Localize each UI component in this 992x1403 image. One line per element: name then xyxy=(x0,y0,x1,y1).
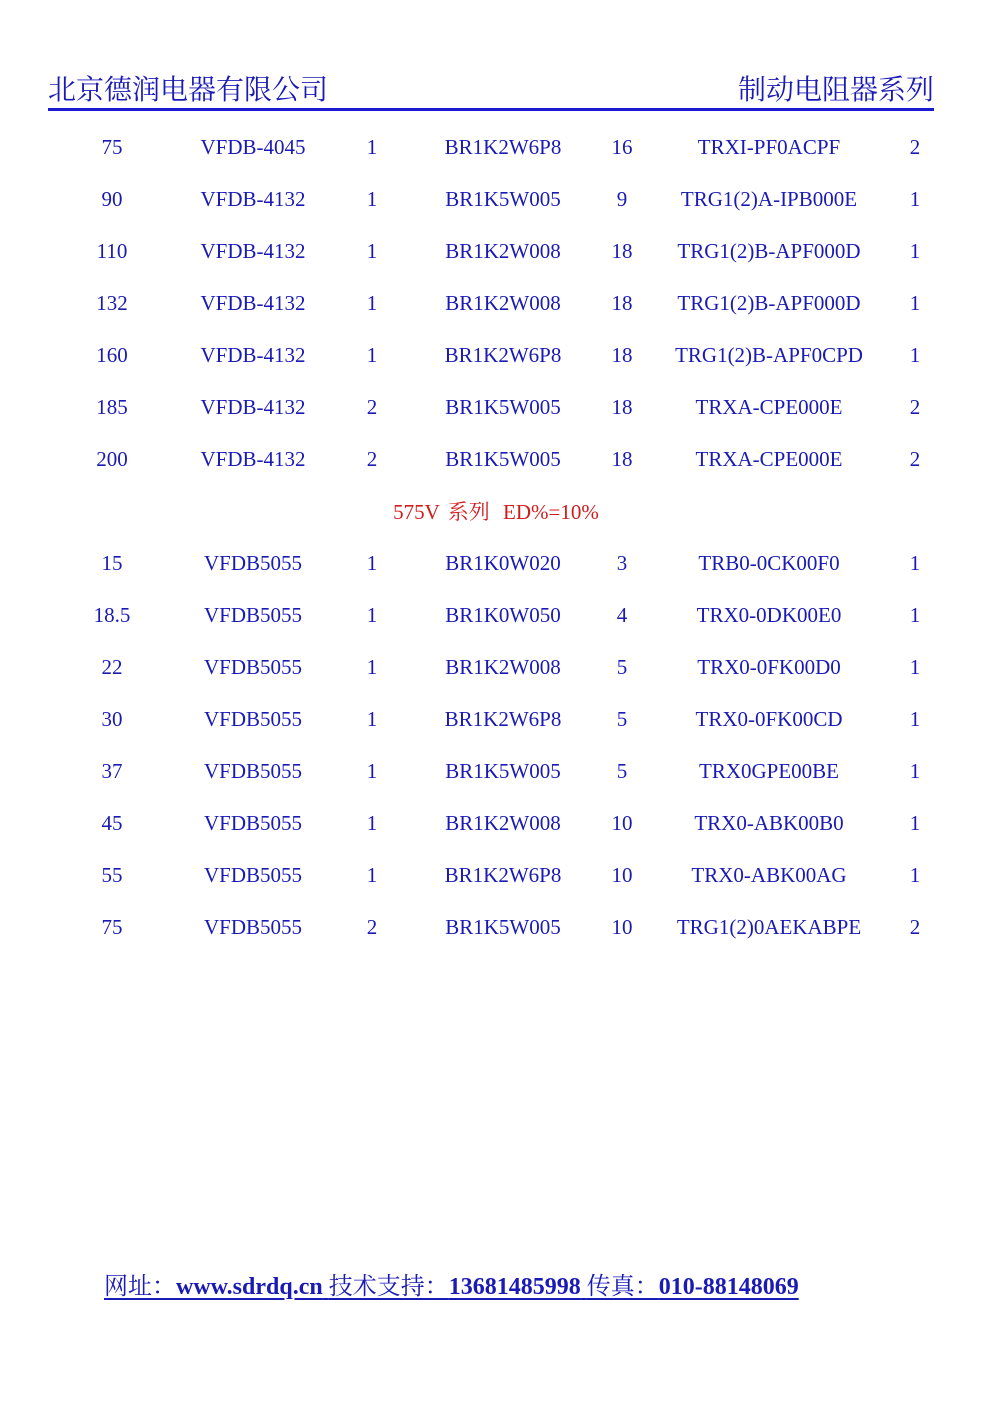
table-row xyxy=(0,912,992,942)
table-cell: BR1K5W005 xyxy=(445,187,561,211)
support-label: 技术支持： xyxy=(328,1274,449,1300)
table-cell: BR1K2W6P8 xyxy=(444,135,562,159)
table-cell: 1 xyxy=(909,759,921,783)
table-cell: TRXA-CPE000E xyxy=(695,447,843,471)
table-row xyxy=(0,392,992,422)
table-cell: TRX0-ABK00AG xyxy=(691,863,847,887)
table-cell: 15 xyxy=(101,551,123,575)
table-cell: TRX0GPE00BE xyxy=(698,759,840,783)
table-cell: BR1K5W005 xyxy=(445,447,561,471)
table-cell: VFDB-4132 xyxy=(200,291,306,315)
company-name: 北京德润电器有限公司 xyxy=(48,75,329,106)
table-cell: BR1K5W005 xyxy=(445,395,561,419)
table-row xyxy=(0,860,992,890)
table-cell: 1 xyxy=(909,343,921,367)
table-cell: VFDB5055 xyxy=(203,655,303,679)
table-cell: 2 xyxy=(909,915,921,939)
table-row xyxy=(0,652,992,682)
table-cell: TRG1(2)B-APF000D xyxy=(677,291,861,315)
table-cell: 30 xyxy=(101,707,123,731)
table-row xyxy=(0,236,992,266)
table-cell: 1 xyxy=(366,343,378,367)
section-title xyxy=(0,497,992,527)
table-cell: VFDB5055 xyxy=(203,915,303,939)
table-cell: VFDB-4132 xyxy=(200,395,306,419)
table-cell: 5 xyxy=(616,759,628,783)
table-cell: VFDB5055 xyxy=(203,759,303,783)
table-cell: TRX0-ABK00B0 xyxy=(694,811,844,835)
table-cell: VFDB-4132 xyxy=(200,239,306,263)
table-cell: BR1K2W008 xyxy=(445,811,561,835)
table-cell: 75 xyxy=(101,135,123,159)
table-cell: 37 xyxy=(101,759,123,783)
table-cell: 1 xyxy=(366,811,378,835)
table-cell: 1 xyxy=(909,707,921,731)
website-link[interactable]: www.sdrdq.cn xyxy=(176,1274,323,1300)
table-cell: 2 xyxy=(366,447,378,471)
table-cell: BR1K2W6P8 xyxy=(444,343,562,367)
table-cell: TRG1(2)A-IPB000E xyxy=(680,187,858,211)
table-cell: BR1K0W020 xyxy=(445,551,561,575)
table-cell: 185 xyxy=(96,395,128,419)
section-voltage: 575V xyxy=(393,500,440,524)
fax-number: 010-88148069 xyxy=(658,1274,799,1300)
table-row xyxy=(0,132,992,162)
table-cell: 18 xyxy=(611,395,633,419)
table-cell: BR1K2W008 xyxy=(445,239,561,263)
table-cell: 1 xyxy=(366,863,378,887)
table-cell: VFDB5055 xyxy=(203,603,303,627)
table-cell: TRG1(2)0AEKABPE xyxy=(676,915,862,939)
table-row xyxy=(0,704,992,734)
table-row xyxy=(0,340,992,370)
table-cell: 1 xyxy=(909,239,921,263)
table-cell: BR1K5W005 xyxy=(445,915,561,939)
table-cell: 10 xyxy=(611,915,633,939)
fax-label: 传真： xyxy=(586,1274,659,1300)
table-cell: 18 xyxy=(611,239,633,263)
table-cell: TRXI-PF0ACPF xyxy=(697,135,841,159)
table-row xyxy=(0,444,992,474)
table-cell: 9 xyxy=(616,187,628,211)
table-cell: VFDB-4045 xyxy=(200,135,306,159)
table-cell: 1 xyxy=(366,655,378,679)
table-cell: TRX0-0FK00D0 xyxy=(697,655,841,679)
table-cell: 2 xyxy=(909,447,921,471)
table-cell: 10 xyxy=(611,811,633,835)
table-cell: 1 xyxy=(909,291,921,315)
table-cell: VFDB5055 xyxy=(203,811,303,835)
table-cell: 90 xyxy=(101,187,123,211)
table-cell: VFDB-4132 xyxy=(200,447,306,471)
table-cell: 1 xyxy=(909,187,921,211)
table-cell: 110 xyxy=(96,239,128,263)
table-cell: TRX0-0FK00CD xyxy=(695,707,843,731)
table-cell: 1 xyxy=(909,811,921,835)
table-cell: 18 xyxy=(611,447,633,471)
table-cell: 3 xyxy=(616,551,628,575)
table-cell: 10 xyxy=(611,863,633,887)
table-row xyxy=(0,548,992,578)
table-cell: 75 xyxy=(101,915,123,939)
table-cell: 2 xyxy=(366,395,378,419)
table-cell: 1 xyxy=(909,603,921,627)
table-cell: BR1K2W008 xyxy=(445,291,561,315)
section-series: 系列 xyxy=(447,500,490,524)
table-row xyxy=(0,184,992,214)
table-cell: BR1K2W008 xyxy=(445,655,561,679)
table-cell: 45 xyxy=(101,811,123,835)
table-cell: TRXA-CPE000E xyxy=(695,395,843,419)
table-cell: 2 xyxy=(909,135,921,159)
table-cell: 200 xyxy=(96,447,128,471)
table-row xyxy=(0,288,992,318)
table-cell: VFDB5055 xyxy=(203,863,303,887)
website-label: 网址： xyxy=(104,1274,176,1300)
table-cell: VFDB-4132 xyxy=(200,187,306,211)
table-cell: 1 xyxy=(366,187,378,211)
table-cell: 1 xyxy=(366,551,378,575)
table-cell: 5 xyxy=(616,707,628,731)
table-cell: TRB0-0CK00F0 xyxy=(698,551,840,575)
table-cell: 55 xyxy=(101,863,123,887)
table-row xyxy=(0,808,992,838)
table-cell: BR1K0W050 xyxy=(445,603,561,627)
table-cell: 18.5 xyxy=(93,603,131,627)
table-cell: VFDB5055 xyxy=(203,707,303,731)
page-header xyxy=(48,74,934,111)
table-cell: 1 xyxy=(366,759,378,783)
table-cell: 160 xyxy=(96,343,128,367)
table-row xyxy=(0,756,992,786)
series-title: 制动电阻器系列 xyxy=(737,75,934,106)
table-cell: 1 xyxy=(909,655,921,679)
table-cell: TRG1(2)B-APF0CPD xyxy=(675,343,863,367)
table-cell: 5 xyxy=(616,655,628,679)
table-cell: 16 xyxy=(611,135,633,159)
table-cell: 1 xyxy=(366,603,378,627)
table-cell: 2 xyxy=(909,395,921,419)
table-cell: BR1K2W6P8 xyxy=(444,863,562,887)
table-cell: TRG1(2)B-APF000D xyxy=(677,239,861,263)
table-cell: 1 xyxy=(366,239,378,263)
table-cell: VFDB-4132 xyxy=(200,343,306,367)
table-cell: 1 xyxy=(909,551,921,575)
table-cell: 1 xyxy=(909,863,921,887)
table-cell: BR1K5W005 xyxy=(445,759,561,783)
table-cell: 18 xyxy=(611,343,633,367)
table-cell: 132 xyxy=(96,291,128,315)
table-cell: TRX0-0DK00E0 xyxy=(696,603,842,627)
table-cell: 2 xyxy=(366,915,378,939)
table-cell: 22 xyxy=(101,655,123,679)
table-cell: BR1K2W6P8 xyxy=(444,707,562,731)
table-cell: 1 xyxy=(366,291,378,315)
table-cell: 18 xyxy=(611,291,633,315)
table-row xyxy=(0,600,992,630)
support-phone: 13681485998 xyxy=(448,1274,581,1300)
table-cell: 1 xyxy=(366,707,378,731)
table-cell: 4 xyxy=(616,603,628,627)
table-cell: 1 xyxy=(366,135,378,159)
section-duty: ED%=10% xyxy=(503,500,599,524)
page-footer xyxy=(104,1271,890,1303)
table-cell: VFDB5055 xyxy=(203,551,303,575)
